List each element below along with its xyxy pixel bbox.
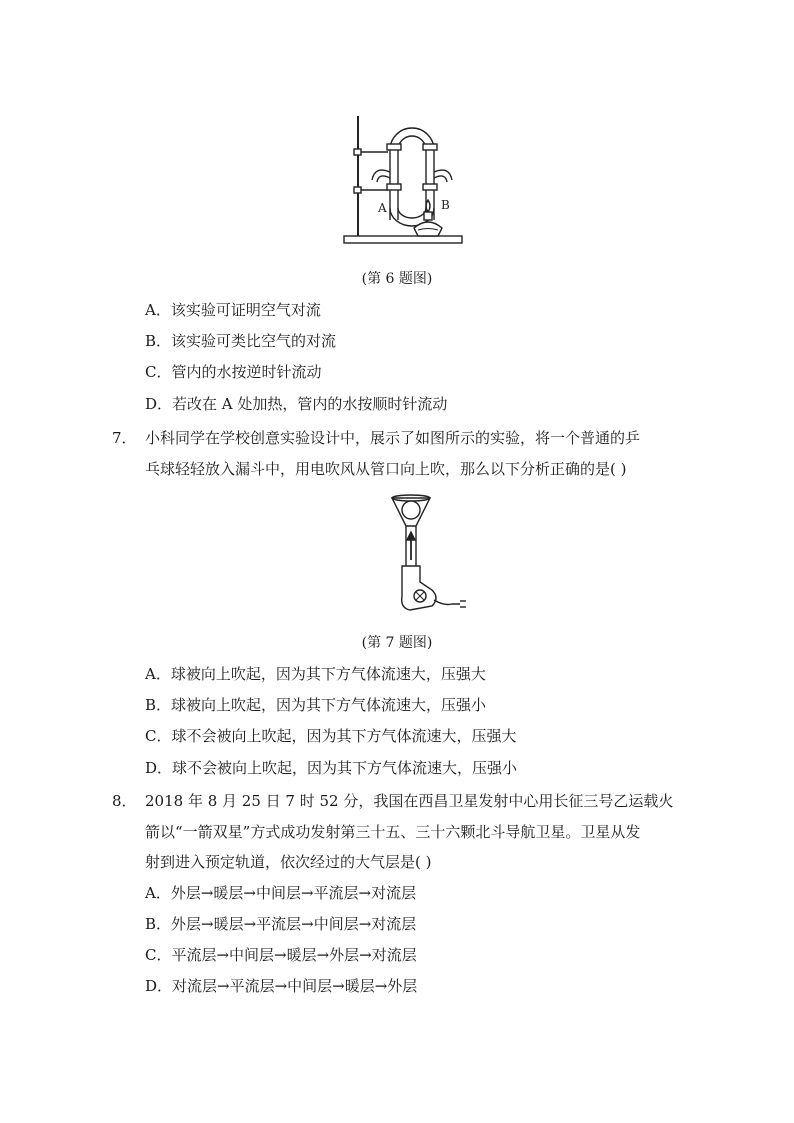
q6-convection-apparatus-figure: [338, 108, 468, 248]
q8-option-c: C．平流层→中间层→暖层→外层→对流层: [145, 946, 417, 964]
q6-figure-caption: (第 6 题图): [361, 271, 433, 287]
q8-option-a: A．外层→暖层→中间层→平流层→对流层: [145, 884, 417, 902]
q7-figure-caption: (第 7 题图): [361, 635, 433, 651]
q6-option-c: C．管内的水按逆时针流动: [145, 363, 322, 381]
q7-stem-line-1: 小科同学在学校创意实验设计中，展示了如图所示的实验，将一个普通的乒: [145, 429, 641, 447]
q7-funnel-hairdryer-figure: [380, 490, 470, 618]
q8-number: 8．: [112, 792, 137, 810]
q7-number: 7．: [112, 429, 137, 447]
q7-option-c: C．球不会被向上吹起，因为其下方气体流速大，压强大: [145, 727, 517, 745]
q8-stem-line-3: 射到进入预定轨道，依次经过的大气层是( ): [145, 853, 432, 871]
figure-label-a: A: [378, 201, 387, 215]
figure-label-b: B: [441, 198, 450, 212]
q6-option-b: B．该实验可类比空气的对流: [145, 332, 337, 350]
q7-stem-line-2: 乓球轻轻放入漏斗中，用电吹风从管口向上吹，那么以下分析正确的是( ): [145, 460, 627, 478]
q7-option-b: B．球被向上吹起，因为其下方气体流速大，压强小: [145, 696, 487, 714]
q8-option-b: B．外层→暖层→平流层→中间层→对流层: [145, 915, 417, 933]
q8-stem-line-1: 2018 年 8 月 25 日 7 时 52 分，我国在西昌卫星发射中心用长征三号乙运载火: [145, 792, 674, 810]
q8-stem-line-2: 箭以“一箭双星”方式成功发射第三十五、三十六颗北斗导航卫星。卫星从发: [145, 823, 641, 841]
q6-option-a: A．该实验可证明空气对流: [145, 301, 321, 319]
q6-option-d: D．若改在 A 处加热，管内的水按顺时针流动: [145, 395, 448, 413]
q7-option-d: D．球不会被向上吹起，因为其下方气体流速大，压强小: [145, 759, 518, 777]
q7-option-a: A．球被向上吹起，因为其下方气体流速大，压强大: [145, 665, 486, 683]
q8-option-d: D．对流层→平流层→中间层→暖层→外层: [145, 977, 418, 995]
